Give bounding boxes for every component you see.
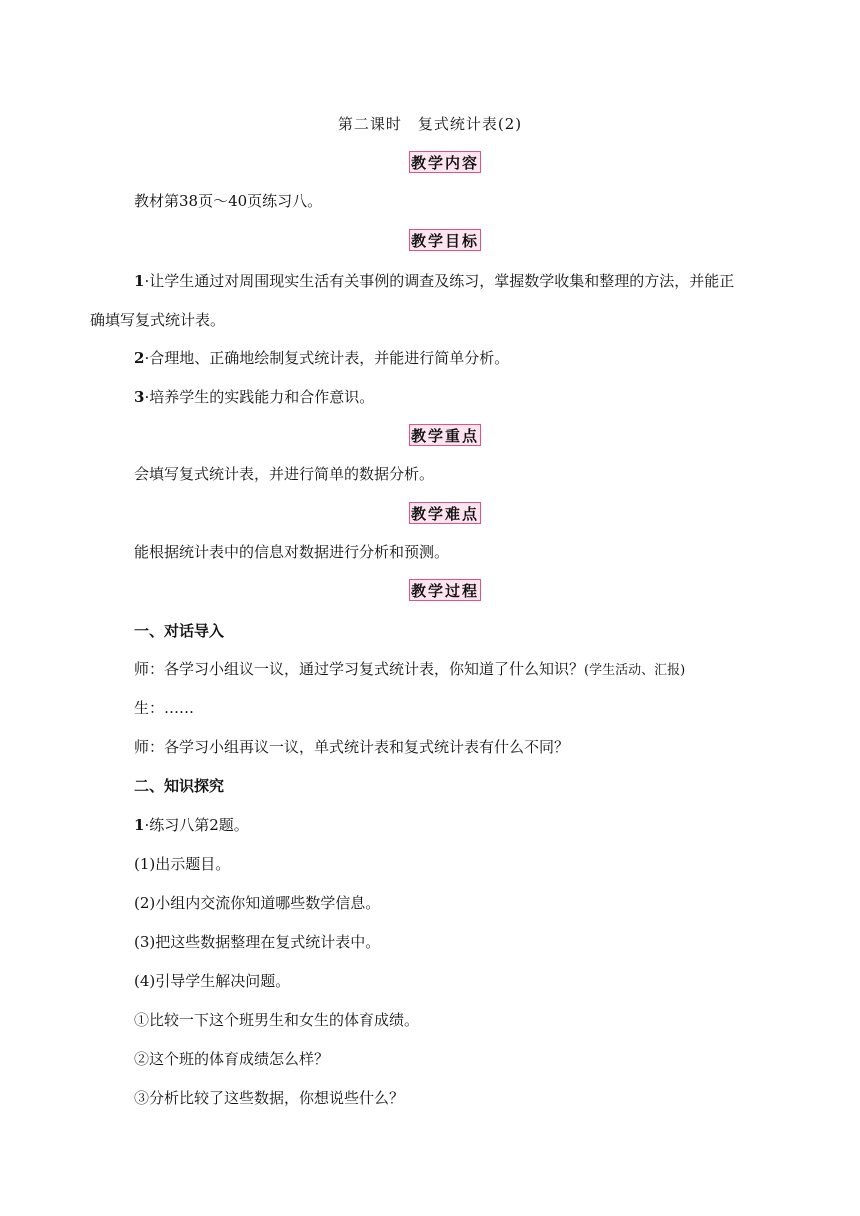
process-question-3: ③分析比较了这些数据，你想说些什么？ (134, 1089, 405, 1107)
goal-item-1 (134, 270, 734, 291)
section-heading-keypoint: 教学重点 (409, 424, 481, 446)
section-heading-difficulty: 教学难点 (409, 502, 481, 524)
keypoint-text: 会填写复式统计表，并进行简单的数据分析。 (134, 465, 435, 483)
section-heading-goals: 教学目标 (409, 229, 481, 251)
process-dialogue-1-note: (学生活动、汇报) (584, 663, 686, 678)
process-step-1-text: ·练习八第2题。 (144, 816, 249, 834)
section-heading-process: 教学过程 (409, 579, 481, 601)
process-part2-title: 二、知识探究 (134, 777, 225, 795)
goal-item-1-text: ·让学生通过对周围现实生活有关事例的调查及练习，掌握数学收集和整理的方法，并能正 (144, 272, 735, 290)
goal-item-1-number: 1 (134, 272, 145, 290)
goal-item-3 (134, 386, 374, 407)
goal-item-3-number: 3 (134, 388, 145, 406)
process-dialogue-2: 生：…… (134, 699, 195, 717)
process-part1-title: 一、对话导入 (134, 622, 225, 640)
goal-item-1-continuation: 确填写复式统计表。 (90, 311, 226, 329)
process-question-1: ①比较一下这个班男生和女生的体育成绩。 (134, 1011, 420, 1029)
process-step-1d: (4)引导学生解决问题。 (134, 972, 291, 990)
process-step-1b: (2)小组内交流你知道哪些数学信息。 (134, 894, 381, 912)
section-heading-content: 教学内容 (409, 151, 481, 173)
process-step-1c: (3)把这些数据整理在复式统计表中。 (134, 933, 381, 951)
process-step-1a: (1)出示题目。 (134, 855, 231, 873)
process-step-1-number: 1 (134, 816, 145, 834)
goal-item-2-number: 2 (134, 349, 145, 367)
goal-item-2-text: ·合理地、正确地绘制复式统计表，并能进行简单分析。 (144, 349, 510, 367)
process-dialogue-1 (134, 658, 685, 679)
goal-item-3-text: ·培养学生的实践能力和合作意识。 (144, 388, 375, 406)
goal-item-2 (134, 347, 509, 368)
page-title: 第二课时 复式统计表(2) (337, 115, 523, 133)
process-dialogue-1-text: 师：各学习小组议一议，通过学习复式统计表，你知道了什么知识？ (134, 660, 585, 678)
difficulty-text: 能根据统计表中的信息对数据进行分析和预测。 (134, 543, 450, 561)
process-dialogue-3: 师：各学习小组再议一议，单式统计表和复式统计表有什么不同？ (134, 738, 570, 756)
process-step-1 (134, 814, 249, 835)
process-question-2: ②这个班的体育成绩怎么样？ (134, 1050, 330, 1068)
content-text: 教材第38页～40页练习八。 (134, 192, 323, 210)
